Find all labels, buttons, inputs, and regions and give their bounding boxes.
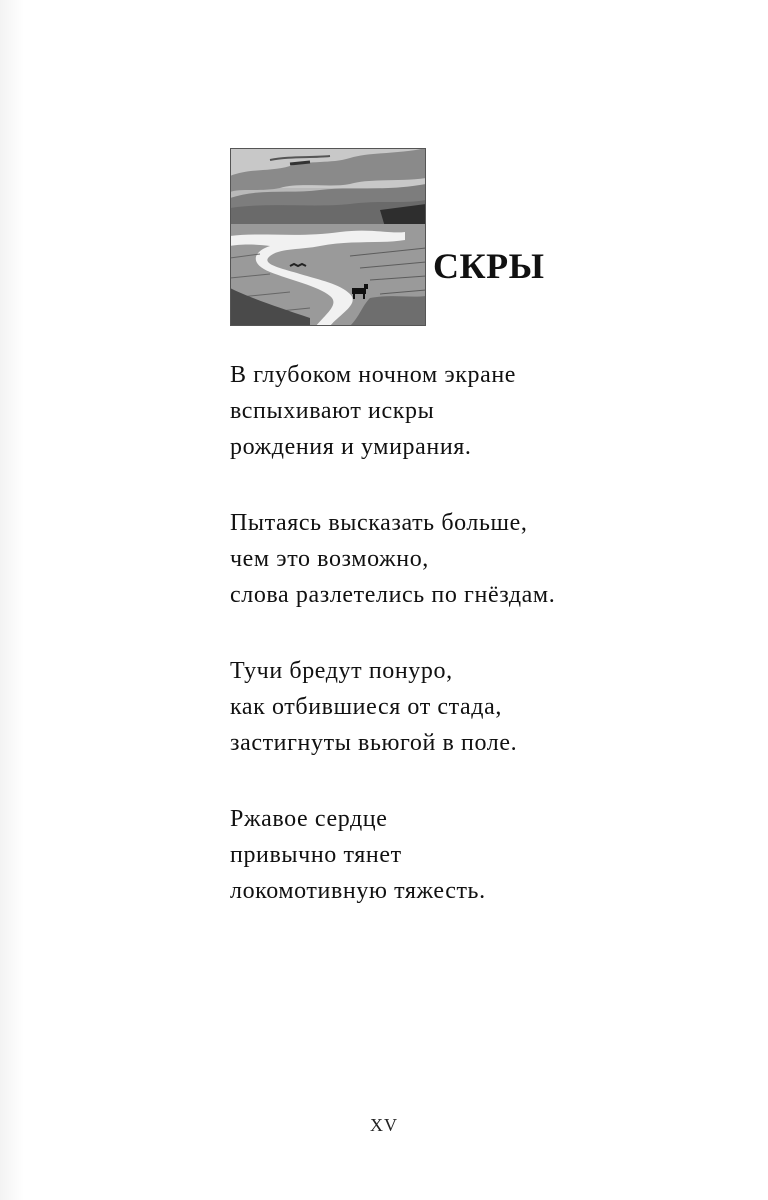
poem-line: застигнуты вьюгой в поле. — [230, 730, 518, 756]
poem-line: Пытаясь высказать больше, — [230, 510, 528, 536]
poem-line: слова разлетелись по гнёздам. — [230, 582, 556, 608]
page-number: XV — [370, 1115, 398, 1135]
poem-line: привычно тянет — [230, 842, 402, 868]
poem-line: рождения и умирания. — [230, 434, 472, 460]
stanza-3 — [230, 653, 630, 761]
poem-body — [230, 357, 630, 949]
poem-line: Тучи бредут понуро, — [230, 658, 453, 684]
landscape-river-illustration — [230, 148, 426, 326]
poem-line: В глубоком ночном экране — [230, 362, 517, 388]
stanza-2 — [230, 505, 630, 613]
page-edge — [0, 0, 24, 1200]
poem-line: чем это возможно, — [230, 546, 429, 572]
stanza-4 — [230, 801, 630, 909]
poem-line: Ржавое сердце — [230, 806, 388, 832]
poem-title: СКРЫ — [433, 246, 545, 286]
stanza-1 — [230, 357, 630, 465]
poem-line: вспыхивают искры — [230, 398, 435, 424]
poem-line: локомотивную тяжесть. — [230, 878, 486, 904]
poem-line: как отбившиеся от стада, — [230, 694, 502, 720]
